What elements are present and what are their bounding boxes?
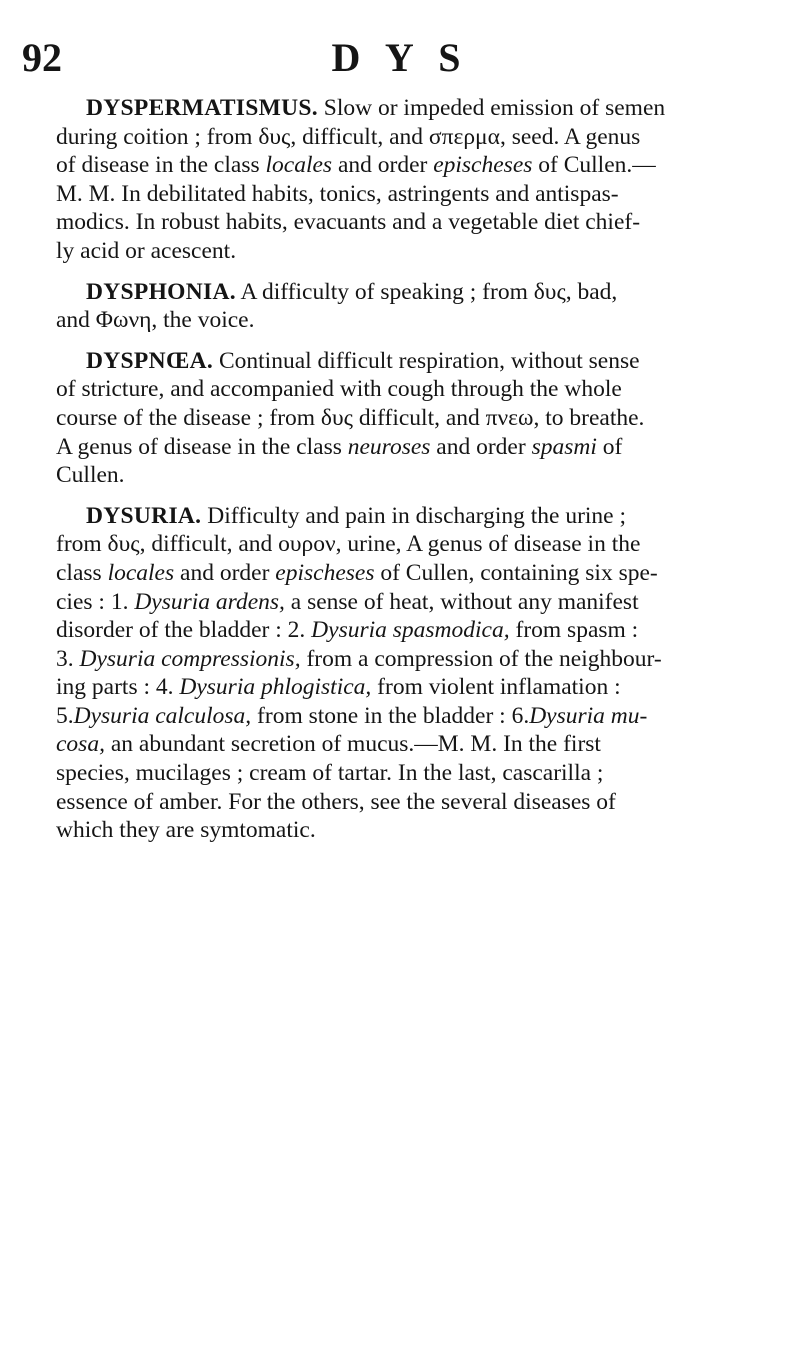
- text-run: from a compression of the neighbour-: [300, 645, 662, 672]
- text-line: [56, 530, 774, 559]
- text-line: [56, 788, 774, 817]
- headword: DYSPNŒA.: [86, 347, 214, 374]
- text-run: ly acid or acescent.: [56, 237, 237, 264]
- text-line: [56, 208, 774, 237]
- text-run: which they are symtomatic.: [56, 817, 316, 844]
- italic-term: locales: [265, 152, 333, 179]
- text-run: during coition ; from δυς, difficult, and σπερμα, seed. A genus: [56, 123, 641, 150]
- text-line: [56, 759, 774, 788]
- text-line: [56, 816, 774, 845]
- text-run: 3.: [56, 645, 80, 672]
- italic-term: Dysuria mu-: [529, 702, 648, 729]
- text-line: [56, 502, 774, 531]
- text-line: [56, 645, 774, 674]
- italic-term: Dysuria ardens,: [134, 588, 285, 615]
- text-run: of stricture, and accompanied with cough through the whole: [56, 376, 622, 403]
- dictionary-entry: [56, 502, 774, 845]
- dictionary-entry: [56, 347, 774, 490]
- dictionary-entry: [56, 278, 774, 335]
- headword: DYSPERMATISMUS.: [86, 95, 318, 121]
- page-header: [22, 34, 778, 84]
- text-run: Continual difficult respiration, without sense: [213, 347, 640, 374]
- text-run: course of the disease ; from δυς difficult, and πνεω, to breathe.: [56, 404, 645, 431]
- text-run: from δυς, difficult, and ουρον, urine, A genus of disease in the: [56, 531, 641, 558]
- text-line: [56, 433, 774, 462]
- text-line: [56, 278, 774, 307]
- text-line: [56, 151, 774, 180]
- dictionary-entries: [56, 94, 774, 857]
- text-run: essence of amber. For the others, see the several diseases of: [56, 788, 616, 815]
- text-run: Difficulty and pain in discharging the urine ;: [201, 502, 627, 529]
- text-line: [56, 673, 774, 702]
- italic-term: Dysuria compressionis,: [79, 645, 301, 672]
- headword: DYSPHONIA.: [86, 278, 236, 305]
- text-line: [56, 94, 774, 123]
- text-line: [56, 404, 774, 433]
- text-run: of: [596, 433, 623, 460]
- text-line: [56, 123, 774, 152]
- italic-term: Dysuria phlogistica,: [179, 674, 372, 701]
- text-run: Slow or impeded emission of semen: [317, 95, 666, 121]
- text-line: [56, 559, 774, 588]
- italic-term: epischeses: [275, 559, 375, 586]
- text-run: and order: [332, 152, 434, 179]
- text-line: [56, 461, 774, 490]
- headword: DYSURIA.: [86, 502, 202, 529]
- text-run: from violent inflamation :: [371, 674, 621, 701]
- italic-term: Dysuria calculosa,: [73, 702, 252, 729]
- text-line: [56, 375, 774, 404]
- text-run: an abundant secretion of mucus.—M. M. In the first: [104, 731, 601, 758]
- text-run: of Cullen.—: [532, 152, 656, 179]
- text-run: from stone in the bladder : 6.: [251, 702, 530, 729]
- text-line: [56, 306, 774, 335]
- text-run: from spasm :: [509, 617, 639, 644]
- text-line: [56, 616, 774, 645]
- text-line: [56, 702, 774, 731]
- text-run: disorder of the bladder : 2.: [56, 617, 312, 644]
- italic-term: neuroses: [347, 433, 431, 460]
- text-line: [56, 588, 774, 617]
- italic-term: locales: [107, 559, 175, 586]
- text-run: of disease in the class: [56, 152, 266, 179]
- dictionary-entry: [56, 94, 774, 266]
- text-line: [56, 347, 774, 376]
- text-run: species, mucilages ; cream of tartar. In the last, cascarilla ;: [56, 760, 604, 787]
- text-run: modics. In robust habits, evacuants and a vegetable diet chief-: [56, 209, 641, 236]
- running-head: D Y S: [331, 35, 469, 80]
- text-run: ing parts : 4.: [56, 674, 180, 701]
- text-run: A difficulty of speaking ; from δυς, bad,: [235, 278, 618, 305]
- text-run: cies : 1.: [56, 588, 135, 615]
- text-run: and order: [430, 433, 532, 460]
- text-run: class: [56, 559, 108, 586]
- text-line: [56, 730, 774, 759]
- text-line: [56, 180, 774, 209]
- italic-term: Dysuria spasmodica,: [311, 617, 510, 644]
- text-line: [56, 237, 774, 266]
- italic-term: spasmi: [531, 433, 597, 460]
- text-run: M. M. In debilitated habits, tonics, astringents and antispas-: [56, 180, 619, 207]
- text-run: A genus of disease in the class: [56, 433, 348, 460]
- text-run: of Cullen, containing six spe-: [374, 559, 658, 586]
- italic-term: epischeses: [433, 152, 533, 179]
- page-number: 92: [22, 35, 62, 80]
- text-run: a sense of heat, without any manifest: [284, 588, 639, 615]
- italic-term: cosa,: [56, 731, 105, 758]
- text-run: Cullen.: [56, 462, 125, 489]
- text-run: and order: [174, 559, 276, 586]
- text-run: 5.: [56, 702, 74, 729]
- text-run: and Φωνη, the voice.: [56, 307, 255, 334]
